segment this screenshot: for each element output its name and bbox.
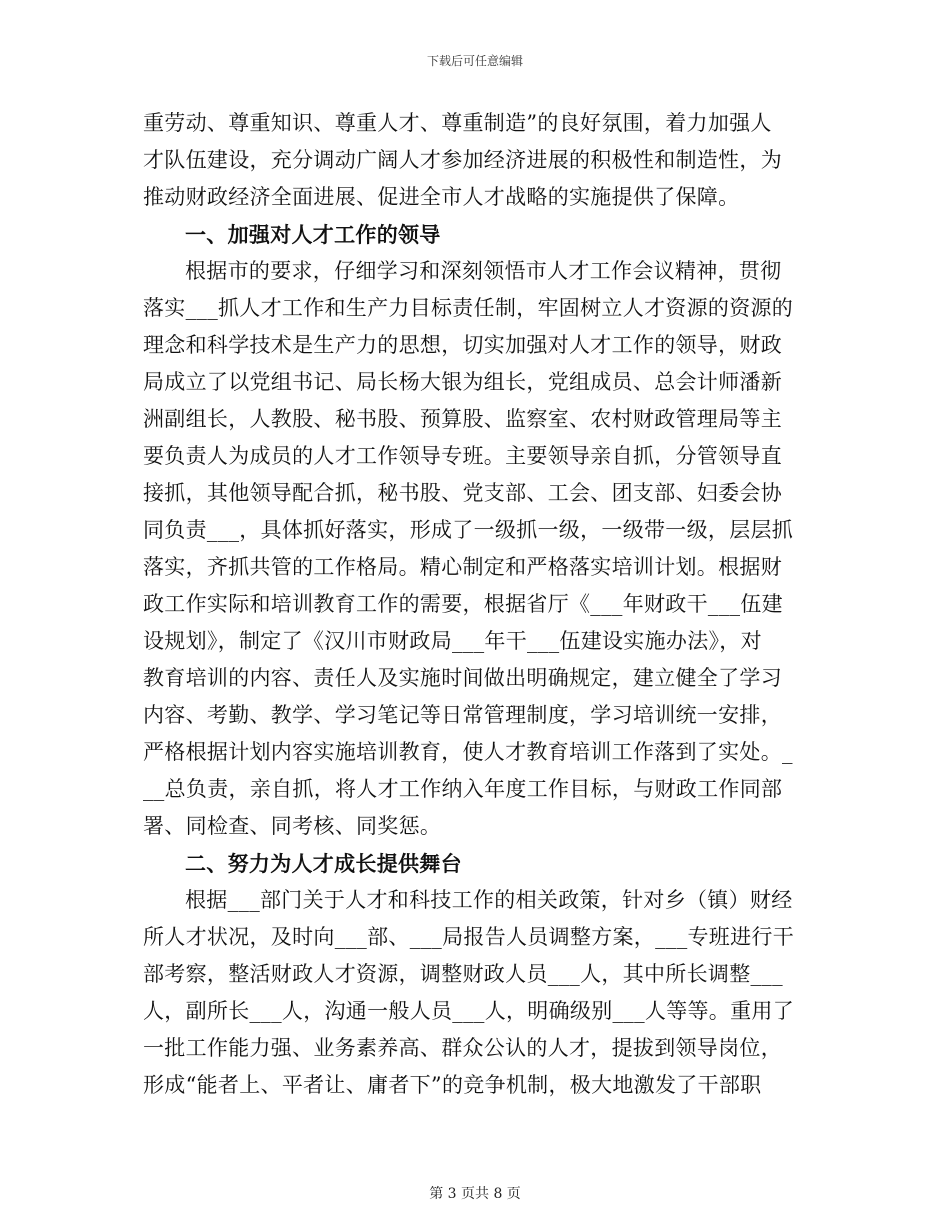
section-heading-1: 一、加强对人才工作的领导 [185, 222, 441, 247]
text-line: 所人才状况，及时向___部、___局报告人员调整方案，___专班进行干 [143, 925, 794, 949]
text-line: 同负责___，具体抓好落实，形成了一级抓一级，一级带一级，层层抓 [143, 518, 794, 542]
text-line: 洲副组长，人教股、秘书股、预算股、监察室、农村财政管理局等主 [143, 407, 782, 431]
text-line: 落实___抓人才工作和生产力目标责任制，牢固树立人才资源的资源的 [143, 296, 794, 320]
text-line: __总负责，亲自抓，将人才工作纳入年度工作目标，与财政工作同部 [143, 777, 783, 801]
text-line: 设规划》，制定了《汉川市财政局___年干___伍建设实施办法》，对 [143, 629, 762, 653]
text-line: 人，副所长___人，沟通一般人员___人，明确级别___人等等。重用了 [143, 999, 794, 1023]
text-line: 接抓，其他领导配合抓，秘书股、党支部、工会、团支部、妇委会协 [143, 481, 782, 505]
page-header: 下载后可任意编辑 [426, 54, 523, 68]
text-line: 部考察，整活财政人才资源，调整财政人员___人，其中所长调整___ [143, 962, 783, 986]
text-line: 才队伍建设，充分调动广阔人才参加经济进展的积极性和制造性，为 [143, 148, 782, 172]
text-line: 一批工作能力强、业务素养高、群众公认的人才，提拔到领导岗位， [143, 1036, 782, 1060]
text-line: 理念和科学技术是生产力的思想，切实加强对人才工作的领导，财政 [143, 333, 782, 357]
text-line: 要负责人为成员的人才工作领导专班。主要领导亲自抓，分管领导直 [143, 444, 782, 468]
text-line: 政工作实际和培训教育工作的需要，根据省厅《___年财政干___伍建 [143, 592, 783, 616]
paragraph-first-line: 根据___部门关于人才和科技工作的相关政策，针对乡（镇）财经 [185, 888, 793, 912]
text-line: 落实，齐抓共管的工作格局。精心制定和严格落实培训计划。根据财 [143, 555, 782, 579]
text-line: 严格根据计划内容实施培训教育，使人才教育培训工作落到了实处。_ [143, 740, 793, 764]
text-line: 局成立了以党组书记、局长杨大银为组长，党组成员、总会计师潘新 [143, 370, 782, 394]
text-line: 形成“能者上、平者让、庸者下”的竞争机制，极大地激发了干部职 [143, 1073, 762, 1097]
text-line: 署、同检查、同考核、同奖惩。 [143, 814, 442, 838]
text-line: 内容、考勤、教学、学习笔记等日常管理制度，学习培训统一安排， [143, 703, 782, 727]
page-footer: 第 3 页共 8 页 [429, 1186, 521, 1202]
text-line: 重劳动、尊重知识、尊重人才、尊重制造”的良好氛围，着力加强人 [143, 111, 772, 135]
text-line: 教育培训的内容、责任人及实施时间做出明确规定，建立健全了学习 [143, 666, 782, 690]
text-line: 推动财政经济全面进展、促进全市人才战略的实施提供了保障。 [143, 185, 740, 209]
paragraph-first-line: 根据市的要求，仔细学习和深刻领悟市人才工作会议精神，贯彻 [185, 259, 782, 283]
section-heading-2: 二、努力为人才成长提供舞台 [185, 851, 462, 876]
document-body [143, 105, 808, 1104]
